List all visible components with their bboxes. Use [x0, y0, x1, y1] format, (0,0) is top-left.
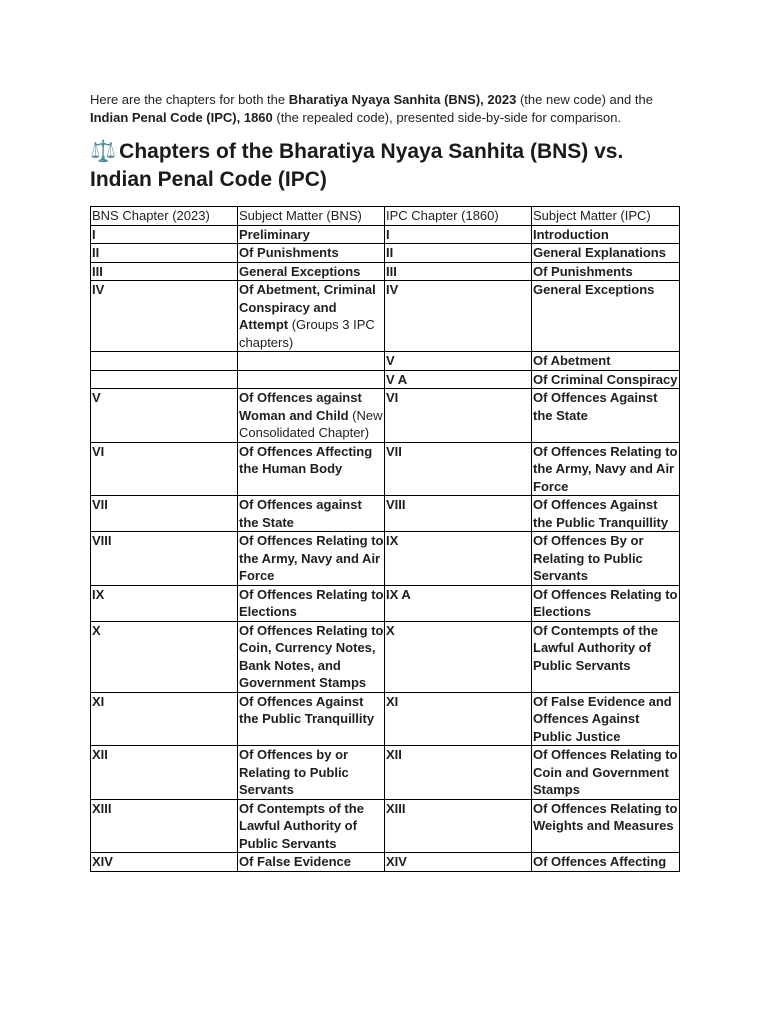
ipc-subject-cell: Of Criminal Conspiracy — [532, 370, 680, 389]
bns-chapter-cell: IX — [91, 585, 238, 621]
bns-subject-cell — [238, 225, 385, 244]
header-ipc-chapter: IPC Chapter (1860) — [385, 207, 532, 226]
bns-subject-cell — [238, 352, 385, 371]
bns-subject-note: (Groups 3 IPC chapters) — [239, 317, 375, 350]
ipc-chapter-cell: II — [385, 244, 532, 263]
bns-subject-cell — [238, 389, 385, 443]
bns-chapter-cell: VIII — [91, 532, 238, 586]
ipc-chapter-cell: VI — [385, 389, 532, 443]
ipc-subject-cell: Of Offences Relating to the Army, Navy and Air Force — [532, 442, 680, 496]
ipc-subject-cell: Of Offences Against the Public Tranquillity — [532, 496, 680, 532]
bns-chapter-cell — [91, 370, 238, 389]
document-page — [90, 91, 688, 872]
ipc-subject-cell: Of False Evidence and Offences Against Public Justice — [532, 692, 680, 746]
page-title — [90, 138, 688, 194]
bns-subject-cell — [238, 585, 385, 621]
bns-subject-text: Of Offences Relating to Coin, Currency Notes, Bank Notes, and Government Stamps — [239, 622, 384, 690]
bns-subject-text: Of Contempts of the Lawful Authority of Public Servants — [239, 800, 364, 851]
table-row — [91, 799, 680, 853]
bns-subject-cell — [238, 746, 385, 800]
bns-subject-cell — [238, 799, 385, 853]
bns-chapter-cell: XIV — [91, 853, 238, 872]
bns-subject-cell — [238, 370, 385, 389]
bns-subject-cell — [238, 692, 385, 746]
chapters-table-body — [91, 207, 680, 872]
intro-text-1: Here are the chapters for both the — [90, 92, 289, 107]
table-row — [91, 532, 680, 586]
bns-subject-text: Of Offences Affecting the Human Body — [239, 443, 373, 476]
table-row — [91, 585, 680, 621]
bns-subject-cell — [238, 281, 385, 352]
ipc-chapter-cell: III — [385, 262, 532, 281]
ipc-chapter-cell: X — [385, 621, 532, 692]
bns-chapter-cell: I — [91, 225, 238, 244]
bns-subject-cell — [238, 532, 385, 586]
bns-chapter-cell: II — [91, 244, 238, 263]
bns-subject-cell — [238, 262, 385, 281]
intro-bns-title: Bharatiya Nyaya Sanhita (BNS), 2023 — [288, 92, 517, 107]
intro-ipc-title: Indian Penal Code (IPC), 1860 — [90, 110, 273, 125]
page-title-text: Chapters of the Bharatiya Nyaya Sanhita (BNS) vs. Indian Penal Code (IPC) — [90, 140, 624, 191]
ipc-subject-cell: Introduction — [532, 225, 680, 244]
ipc-subject-cell: Of Contempts of the Lawful Authority of Public Servants — [532, 621, 680, 692]
bns-chapter-cell: XII — [91, 746, 238, 800]
ipc-subject-cell: General Explanations — [532, 244, 680, 263]
ipc-chapter-cell: XIII — [385, 799, 532, 853]
ipc-chapter-cell: VII — [385, 442, 532, 496]
table-row — [91, 225, 680, 244]
bns-subject-note: (New Consolidated Chapter) — [239, 407, 383, 440]
ipc-chapter-cell: XII — [385, 746, 532, 800]
bns-chapter-cell: VII — [91, 496, 238, 532]
bns-chapter-cell: XI — [91, 692, 238, 746]
ipc-chapter-cell: IV — [385, 281, 532, 352]
ipc-chapter-cell: XI — [385, 692, 532, 746]
ipc-chapter-cell: XIV — [385, 853, 532, 872]
bns-chapter-cell — [91, 352, 238, 371]
table-row — [91, 389, 680, 443]
header-bns-subject: Subject Matter (BNS) — [238, 207, 385, 226]
bns-subject-text: Of Offences against Woman and Child — [239, 390, 362, 423]
bns-chapter-cell: X — [91, 621, 238, 692]
ipc-subject-cell: Of Offences Relating to Elections — [532, 585, 680, 621]
ipc-subject-cell: Of Offences Against the State — [532, 389, 680, 443]
bns-subject-text: Of Punishments — [239, 245, 339, 260]
ipc-chapter-cell: IX A — [385, 585, 532, 621]
ipc-subject-cell: Of Offences By or Relating to Public Servants — [532, 532, 680, 586]
ipc-subject-cell: Of Offences Relating to Weights and Measures — [532, 799, 680, 853]
bns-chapter-cell: XIII — [91, 799, 238, 853]
intro-text-2: (the new code) and the — [516, 92, 653, 107]
bns-subject-text: Of Offences by or Relating to Public Servants — [239, 747, 349, 797]
bns-subject-cell — [238, 853, 385, 872]
bns-subject-cell — [238, 244, 385, 263]
table-row — [91, 352, 680, 371]
intro-paragraph — [90, 91, 688, 127]
ipc-subject-cell: Of Abetment — [532, 352, 680, 371]
table-header-row — [91, 207, 680, 226]
bns-subject-cell — [238, 621, 385, 692]
bns-subject-cell — [238, 442, 385, 496]
ipc-chapter-cell: IX — [385, 532, 532, 586]
bns-subject-text: Of Offences against the State — [239, 497, 362, 530]
table-row — [91, 692, 680, 746]
header-ipc-subject: Subject Matter (IPC) — [532, 207, 680, 226]
bns-subject-cell — [238, 496, 385, 532]
ipc-subject-cell: Of Offences Relating to Coin and Government Stamps — [532, 746, 680, 800]
bns-subject-text: Of Abetment, Criminal Conspiracy and Attempt — [239, 282, 376, 332]
table-row — [91, 262, 680, 281]
bns-chapter-cell: V — [91, 389, 238, 443]
ipc-subject-cell: Of Punishments — [532, 262, 680, 281]
table-row — [91, 496, 680, 532]
table-row — [91, 853, 680, 872]
table-row — [91, 442, 680, 496]
intro-text-3: (the repealed code), presented side-by-side for comparison. — [272, 110, 622, 125]
table-row — [91, 621, 680, 692]
chapters-table — [90, 206, 680, 872]
bns-subject-text: Of Offences Against the Public Tranquillity — [239, 693, 375, 726]
ipc-chapter-cell: VIII — [385, 496, 532, 532]
ipc-chapter-cell: V — [385, 352, 532, 371]
bns-subject-text: Of Offences Relating to the Army, Navy and Air Force — [239, 533, 384, 583]
ipc-chapter-cell: V A — [385, 370, 532, 389]
header-bns-chapter: BNS Chapter (2023) — [91, 207, 238, 226]
bns-chapter-cell: III — [91, 262, 238, 281]
scales-icon: ⚖️ — [90, 140, 117, 163]
table-row — [91, 244, 680, 263]
bns-subject-text: Of False Evidence — [239, 854, 351, 869]
table-row — [91, 281, 680, 352]
bns-subject-text: Of Offences Relating to Elections — [239, 586, 384, 619]
ipc-subject-cell: General Exceptions — [532, 281, 680, 352]
bns-chapter-cell: IV — [91, 281, 238, 352]
ipc-subject-cell: Of Offences Affecting — [532, 853, 680, 872]
ipc-chapter-cell: I — [385, 225, 532, 244]
bns-subject-text: Preliminary — [239, 226, 310, 242]
bns-subject-text: General Exceptions — [239, 263, 361, 279]
table-row — [91, 370, 680, 389]
bns-chapter-cell: VI — [91, 442, 238, 496]
table-row — [91, 746, 680, 800]
